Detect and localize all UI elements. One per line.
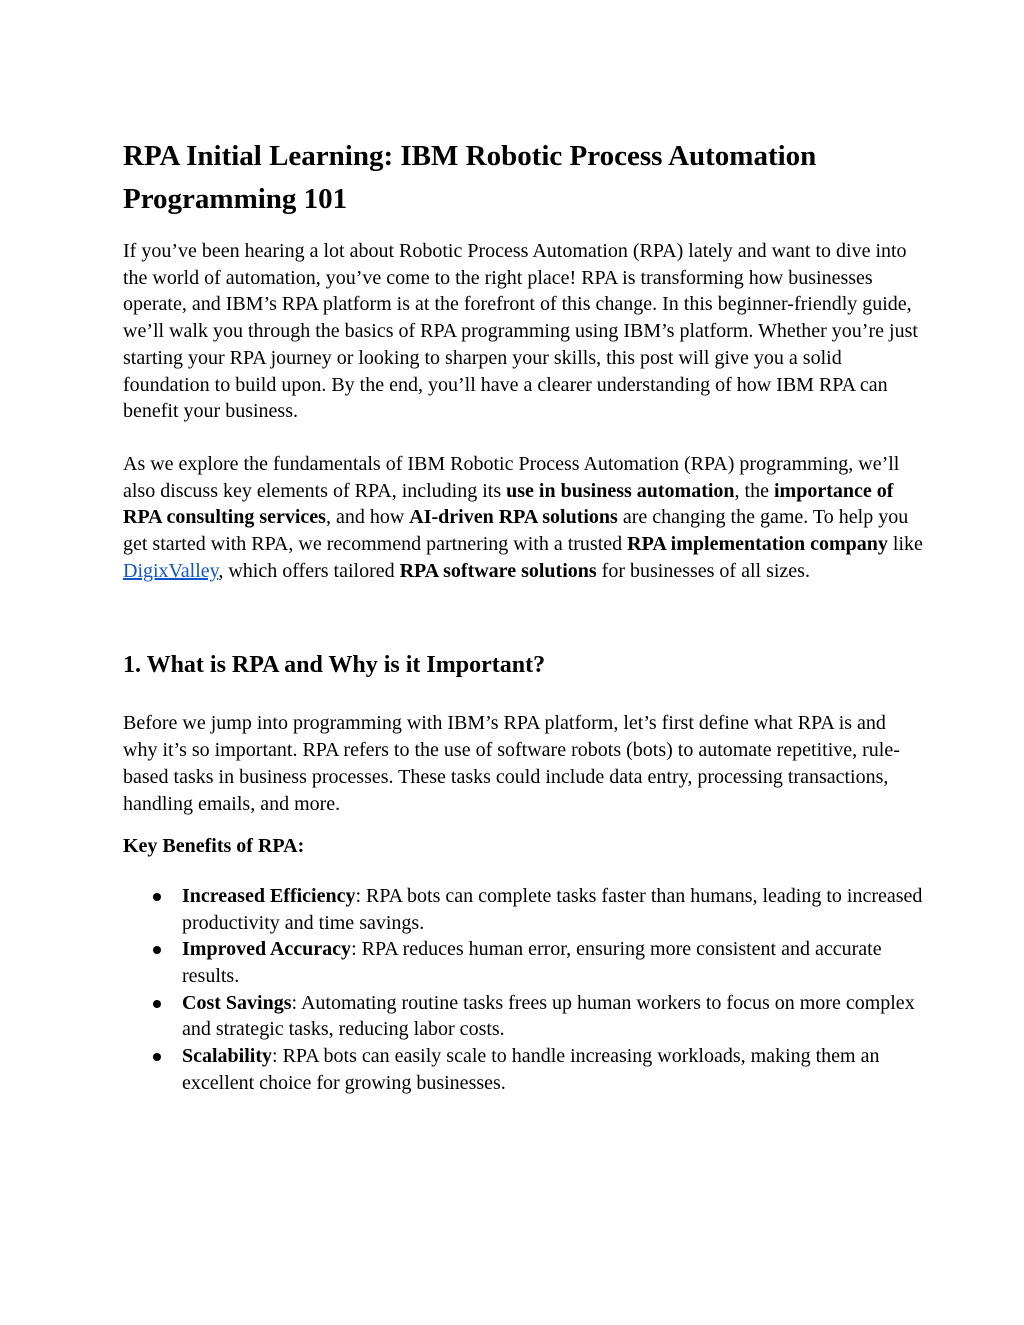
bullet-icon xyxy=(153,1053,161,1061)
bold-text-rpa-software-solutions: RPA software solutions xyxy=(399,559,597,582)
page-title: RPA Initial Learning: IBM Robotic Process Automation Programming 101 xyxy=(123,140,817,215)
benefit-term: Scalability xyxy=(182,1045,273,1068)
benefit-desc: : RPA reduces human error, ensuring more consistent and accurate results. xyxy=(182,938,882,988)
overview-paragraph xyxy=(123,451,923,585)
list-item xyxy=(123,1043,923,1096)
bold-text-use-in-business-automation: use in business automation xyxy=(506,479,735,502)
text-run: As we explore the fundamentals of IBM Robotic Process Automation (RPA) programming, we’ll also discuss key elements of RPA, including its xyxy=(123,452,900,502)
list-item xyxy=(123,990,923,1043)
list-item xyxy=(123,883,923,936)
digixvalley-link[interactable]: DigixValley xyxy=(123,559,219,582)
section-heading-what-is-rpa: 1. What is RPA and Why is it Important? xyxy=(123,652,546,679)
text-run: for businesses of all sizes. xyxy=(596,559,810,582)
text-run: like xyxy=(887,533,923,556)
bold-text-importance-of-rpa-consulting: importance of RPA consulting services xyxy=(123,479,894,529)
text-run: If you’ve been hearing a lot about Robotic Process Automation (RPA) lately and want to dive into the world of automation, you’ve come to the right place! RPA is transforming how businesses operate, and IBM’s RPA platform is at the forefront of this change. In this beginner-friendly guide, we’ll walk you through the basics of RPA programming using IBM’s platform. Whether you’re just starting your RPA journey or looking to sharpen your skills, this post will give you a solid foundation to build upon. By the end, you’ll have a clearer understanding of how IBM RPA can benefit your business. xyxy=(123,240,918,423)
document-content xyxy=(123,135,923,1097)
section-body-paragraph xyxy=(123,710,923,817)
text-run: , the xyxy=(734,479,774,502)
bullet-icon xyxy=(153,946,161,954)
benefit-term: Improved Accuracy xyxy=(182,938,352,961)
text-run: , which offers tailored xyxy=(218,559,400,582)
benefit-desc: : Automating routine tasks frees up human workers to focus on more complex and strategic tasks, reducing labor costs. xyxy=(182,991,915,1041)
bold-text-rpa-implementation-company: RPA implementation company xyxy=(627,533,888,556)
bullet-icon xyxy=(153,1000,161,1008)
benefit-desc: : RPA bots can complete tasks faster than humans, leading to increased productivity and time savings. xyxy=(182,884,923,934)
text-run: , and how xyxy=(325,506,410,529)
bullet-icon xyxy=(153,893,161,901)
text-run: Before we jump into programming with IBM’s RPA platform, let’s first define what RPA is and why it’s so important. RPA refers to the use of software robots (bots) to automate repetitive, rule-based tasks in business processes. These tasks could include data entry, processing transactions, handling emails, and more. xyxy=(123,712,900,815)
key-benefits-label: Key Benefits of RPA: xyxy=(123,835,305,858)
benefit-desc: : RPA bots can easily scale to handle increasing workloads, making them an excellent choice for growing businesses. xyxy=(182,1045,880,1094)
text-run: are changing the game. To help you get started with RPA, we recommend partnering with a trusted xyxy=(123,506,909,556)
list-item xyxy=(123,936,923,989)
benefit-term: Cost Savings xyxy=(182,991,292,1014)
benefit-term: Increased Efficiency xyxy=(182,884,356,907)
benefits-list xyxy=(123,883,923,1097)
intro-paragraph xyxy=(123,238,923,425)
bold-text-ai-driven-rpa-solutions: AI-driven RPA solutions xyxy=(409,506,618,529)
